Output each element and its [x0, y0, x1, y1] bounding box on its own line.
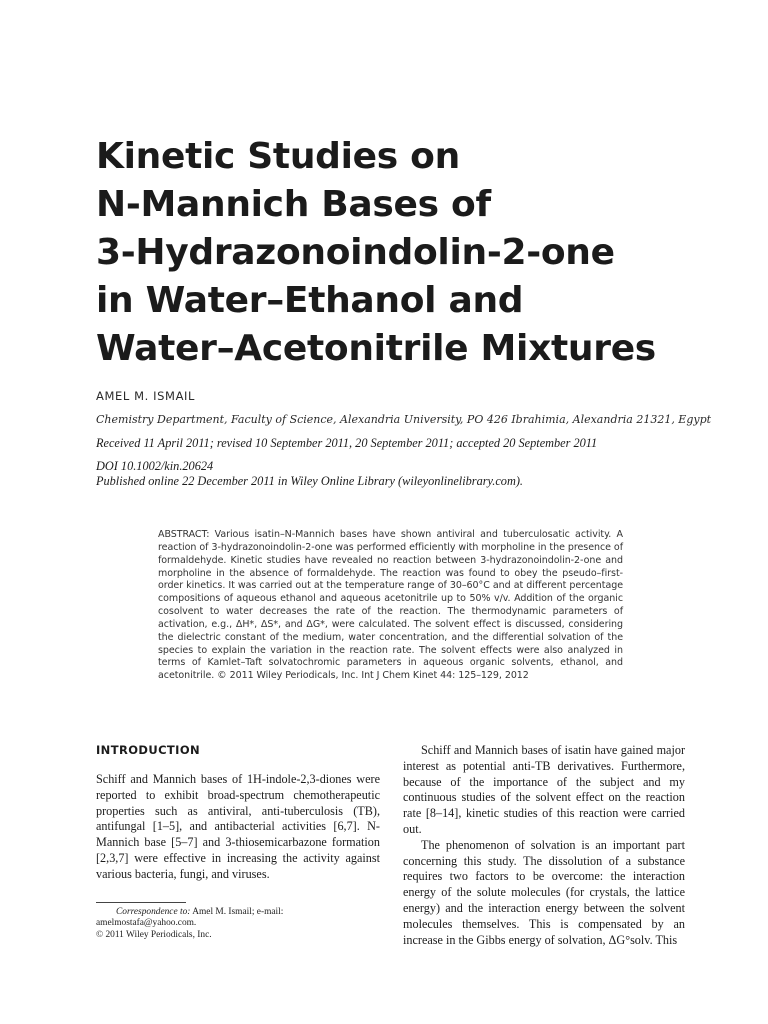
title-line: N-Mannich Bases of — [96, 184, 491, 225]
footnote-copyright: © 2011 Wiley Periodicals, Inc. — [96, 929, 212, 940]
author-name: AMEL M. ISMAIL — [96, 389, 196, 403]
intro-paragraph: Schiff and Mannich bases of 1H-indole-2,3-diones were reported to exhibit broad-spectrum chemotherapeutic properties such as antiviral, anti-tuberculosis (TB), antifungal [1–5], and antibacterial activities [6,7]. N-Mannich base [5–7] and 3-thiosemicarbazone formation [2,3,7] were effective in increasing the activity against various bacteria, fungi, and viruses. — [96, 772, 380, 881]
abstract: ABSTRACT: Various isatin–N-Mannich bases have shown antiviral and tuberculosatic activity. A reaction of 3-hydrazonoindolin-2-one was performed efficiently with morpholine in the presence of formaldehyde. Kinetic studies have revealed no reaction between 3-hydrazonoindolin-2-one and morpholine in the absence of formaldehyde. The reaction was found to obey the pseudo–first-order kinetics. It was carried out at the temperature range of 30–60°C and at different percentage compositions of aqueous ethanol and aqueous acetonitrile up to 50% v/v. Addition of the organic cosolvent to water decreases the rate of the reaction. The thermodynamic parameters of activation, e.g., ΔH*, ΔS*, and ΔG*, were calculated. The solvent effect is discussed, considering the dielectric constant of the medium, water concentration, and the differential solvation of the species to explain the variation in the reaction rate. The solvent effects were also analyzed in terms of Kamlet–Taft solvatochromic parameters in aqueous organic solvents, ethanol, and acetonitrile. © 2011 Wiley Periodicals, Inc. Int J Chem Kinet 44: 125–129, 2012 — [158, 529, 623, 682]
right-column — [403, 743, 685, 948]
doi: DOI 10.1002/kin.20624 — [96, 459, 214, 473]
left-column — [96, 772, 380, 883]
submission-history: Received 11 April 2011; revised 10 September 2011, 20 September 2011; accepted 20 September 2011 — [96, 436, 598, 450]
footnote-label: Correspondence to: — [116, 907, 191, 917]
title-line: Water–Acetonitrile Mixtures — [96, 328, 656, 369]
author-affiliation: Chemistry Department, Faculty of Science, Alexandria University, PO 426 Ibrahimia, Alexandria 21321, Egypt — [96, 413, 712, 426]
footnote — [96, 907, 382, 941]
title-line: Kinetic Studies on — [96, 136, 460, 177]
title-line: in Water–Ethanol and — [96, 280, 524, 321]
intro-paragraph: Schiff and Mannich bases of isatin have gained major interest as potential anti-TB derivatives. Furthermore, because of the importance of the subject and my continuous studies of the solvent effect on the reaction rate [8–14], kinetic studies of this reaction were carried out. — [403, 743, 685, 836]
title-line: 3-Hydrazonoindolin-2-one — [96, 232, 615, 273]
footnote-contact: Amel M. Ismail; e-mail: amelmostafa@yahoo.com. — [96, 907, 284, 929]
publication-info: Published online 22 December 2011 in Wiley Online Library (wileyonlinelibrary.com). — [96, 474, 524, 488]
footnote-divider — [96, 902, 186, 903]
intro-paragraph: The phenomenon of solvation is an important part concerning this study. The dissolution of a substance requires two factors to be overcome: the interaction energy of the solute molecules (for crystals, the lattice energy) and the interaction energy between the solvent molecules themselves. This is compensated by an increase in the Gibbs energy of solvation, ΔG°solv. This — [403, 837, 685, 947]
section-heading-introduction: INTRODUCTION — [96, 743, 201, 757]
article-title — [96, 133, 736, 373]
